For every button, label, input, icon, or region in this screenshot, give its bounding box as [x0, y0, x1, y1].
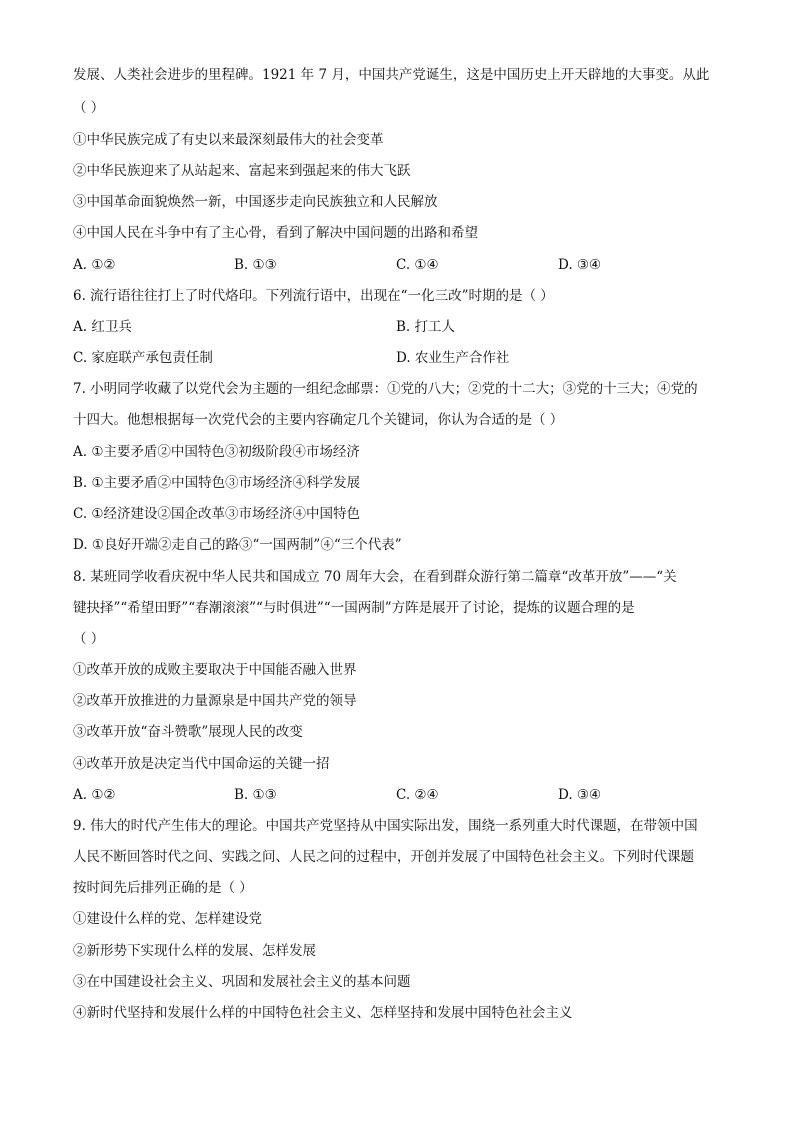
q8-answer-paren: （ ）: [73, 631, 105, 647]
q8-stem-line2: 键抉择”“希望田野”“春潮滚滚”“与时俱进”“一国两制”方阵是展开了讨论，提炼的议题合理的是: [73, 600, 635, 616]
q8-stem-line1: 8. 某班同学收看庆祝中华人民共和国成立 70 周年大会，在看到群众游行第二篇章“改革开放”——“关: [73, 569, 677, 585]
carryover-option-d: D. ③④: [558, 257, 602, 273]
q8-option-d: D. ③④: [558, 787, 602, 803]
q7-option-c: C. ①经济建设②国企改革③市场经济④中国特色: [73, 506, 361, 522]
q8-statement-4: ④改革开放是决定当代中国命运的关键一招: [73, 756, 330, 772]
carryover-option-c: C. ①④: [396, 257, 439, 273]
q8-statement-2: ②改革开放推进的力量源泉是中国共产党的领导: [73, 693, 357, 709]
q9-statement-3: ③在中国建设社会主义、巩固和发展社会主义的基本问题: [73, 974, 411, 990]
q7-stem-line1: 7. 小明同学收藏了以党代会为主题的一组纪念邮票：①党的八大；②党的十二大；③党的十三大；④党的: [73, 381, 698, 397]
q6-option-a: A. 红卫兵: [73, 319, 132, 335]
q6-option-b: B. 打工人: [396, 319, 456, 335]
q7-option-a: A. ①主要矛盾②中国特色③初级阶段④市场经济: [73, 444, 360, 460]
q8-option-b: B. ①③: [234, 787, 277, 803]
q6-option-d: D. 农业生产合作社: [396, 350, 510, 366]
carryover-statement-4: ④中国人民在斗争中有了主心骨，看到了解决中国问题的出路和希望: [73, 225, 478, 241]
q7-option-b: B. ①主要矛盾②中国特色③市场经济④科学发展: [73, 475, 361, 491]
q6-option-c: C. 家庭联产承包责任制: [73, 350, 213, 366]
q8-statement-1: ①改革开放的成败主要取决于中国能否融入世界: [73, 662, 357, 678]
q9-stem-line2: 人民不断回答时代之问、实践之问、人民之问的过程中，开创并发展了中国特色社会主义。下列时代课题: [73, 849, 694, 865]
q9-statement-1: ①建设什么样的党、怎样建设党: [73, 911, 262, 927]
q9-statement-2: ②新形势下实现什么样的发展、怎样发展: [73, 943, 316, 959]
carryover-answer-paren: （ ）: [73, 100, 105, 116]
carryover-statement-1: ①中华民族完成了有史以来最深刻最伟大的社会变革: [73, 132, 384, 148]
q8-option-c: C. ②④: [396, 787, 439, 803]
q8-statement-3: ③改革开放“奋斗赞歌”展现人民的改变: [73, 724, 303, 740]
carryover-statement-2: ②中华民族迎来了从站起来、富起来到强起来的伟大飞跃: [73, 163, 411, 179]
q9-stem-line1: 9. 伟大的时代产生伟大的理论。中国共产党坚持从中国实际出发，围绕一系列重大时代课题，在带领中国: [73, 818, 698, 834]
carryover-option-b: B. ①③: [234, 257, 277, 273]
q9-stem-line3: 按时间先后排列正确的是（ ）: [73, 880, 253, 896]
carryover-option-a: A. ①②: [73, 257, 116, 273]
q9-statement-4: ④新时代坚持和发展什么样的中国特色社会主义、怎样坚持和发展中国特色社会主义: [73, 1005, 573, 1021]
q7-option-d: D. ①良好开端②走自己的路③“一国两制”④“三个代表”: [73, 537, 402, 553]
carryover-statement-3: ③中国革命面貌焕然一新，中国逐步走向民族独立和人民解放: [73, 194, 438, 210]
carryover-stem-line1: 发展、人类社会进步的里程碑。1921 年 7 月，中国共产党诞生，这是中国历史上开天辟地的大事变。从此: [73, 67, 710, 83]
q7-stem-line2: 十四大。他想根据每一次党代会的主要内容确定几个关键词，你认为合适的是（ ）: [73, 412, 564, 428]
q8-option-a: A. ①②: [73, 787, 116, 803]
q6-stem: 6. 流行语往往打上了时代烙印。下列流行语中，出现在“一化三改”时期的是（ ）: [73, 288, 554, 304]
